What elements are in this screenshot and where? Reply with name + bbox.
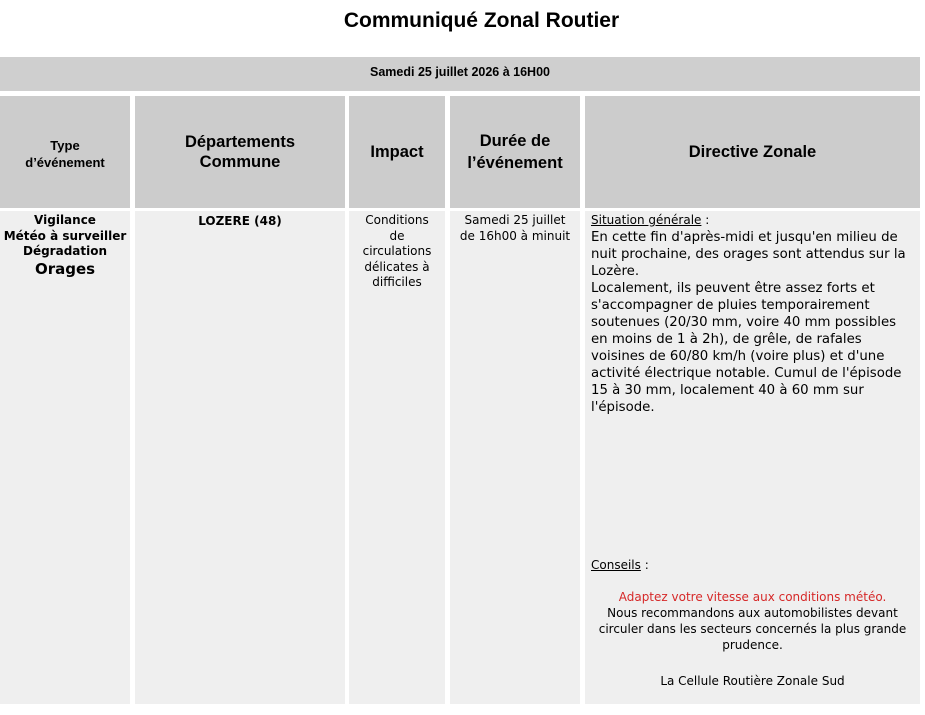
header-departements-line2: Commune [199,153,281,171]
conseils-heading [591,557,649,574]
situation-paragraph-2: Localement, ils peuvent être assez forts et s'accompagner de pluies temporairement soutenues (20/30 mm, voire 40 mm possibles en moins de 1 à 2h), de grêle, de rafales voisines de 60/80 km/h (voire plus) et d'une activité électrique notable. Cumul de l'épisode 15 à 30 mm, localement 40 à 60 mm sur l'épisode. [591,281,902,415]
impact-line: difficiles [372,275,422,289]
phenomenon-name: Orages [34,259,96,278]
header-directive-label: Directive Zonale [688,142,817,161]
conseils-body [585,589,920,653]
impact-line: circulations [362,244,432,258]
header-duree-line1: Durée de [479,132,551,150]
impact-line: de [389,228,405,243]
departement-cell [135,211,345,704]
header-directive [585,96,920,208]
vigilance-label: Vigilance [34,213,96,227]
header-duree [450,96,580,208]
page-title: Communiqué Zonal Routier [343,9,620,32]
header-departements-line1: Départements [184,133,296,151]
conseil-warning: Adaptez votre vitesse aux conditions météo. [618,590,887,604]
conseils-colon: : [640,558,649,572]
situation-colon: : [701,213,710,227]
phenomenon-qualifier: Dégradation [22,244,108,258]
header-duree-line2: l’événement [467,154,563,172]
header-impact [349,96,445,208]
conseils-label: Conseils [591,558,641,572]
header-type [0,96,130,208]
impact-cell [349,211,445,704]
conseil-text: Nous recommandons aux automobilistes devant circuler dans les secteurs concernés la plus grande prudence. [598,606,907,652]
type-cell [0,211,130,704]
impact-line: délicates à [364,259,430,274]
situation-label: Situation générale [591,213,702,227]
header-type-line1: Type [50,138,80,153]
impact-line: Conditions [365,213,429,227]
situation-heading [591,212,914,229]
vigilance-level: Météo à surveiller [3,228,127,243]
departement-name: LOZERE (48) [198,214,282,228]
directive-cell [585,211,920,704]
situation-paragraph-1: En cette fin d'après-midi et jusqu'en milieu de nuit prochaine, des orages sont attendus sur la Lozère. [591,230,906,279]
header-departements [135,96,345,208]
header-impact-label: Impact [370,142,424,161]
header-type-line2: d’événement [25,155,105,170]
date-bar: Samedi 25 juillet 2026 à 16H00 [0,57,920,91]
duree-hours: de 16h00 à minuit [459,228,571,243]
duree-cell [450,211,580,704]
signature: La Cellule Routière Zonale Sud [660,674,845,688]
duree-day: Samedi 25 juillet [464,213,566,227]
